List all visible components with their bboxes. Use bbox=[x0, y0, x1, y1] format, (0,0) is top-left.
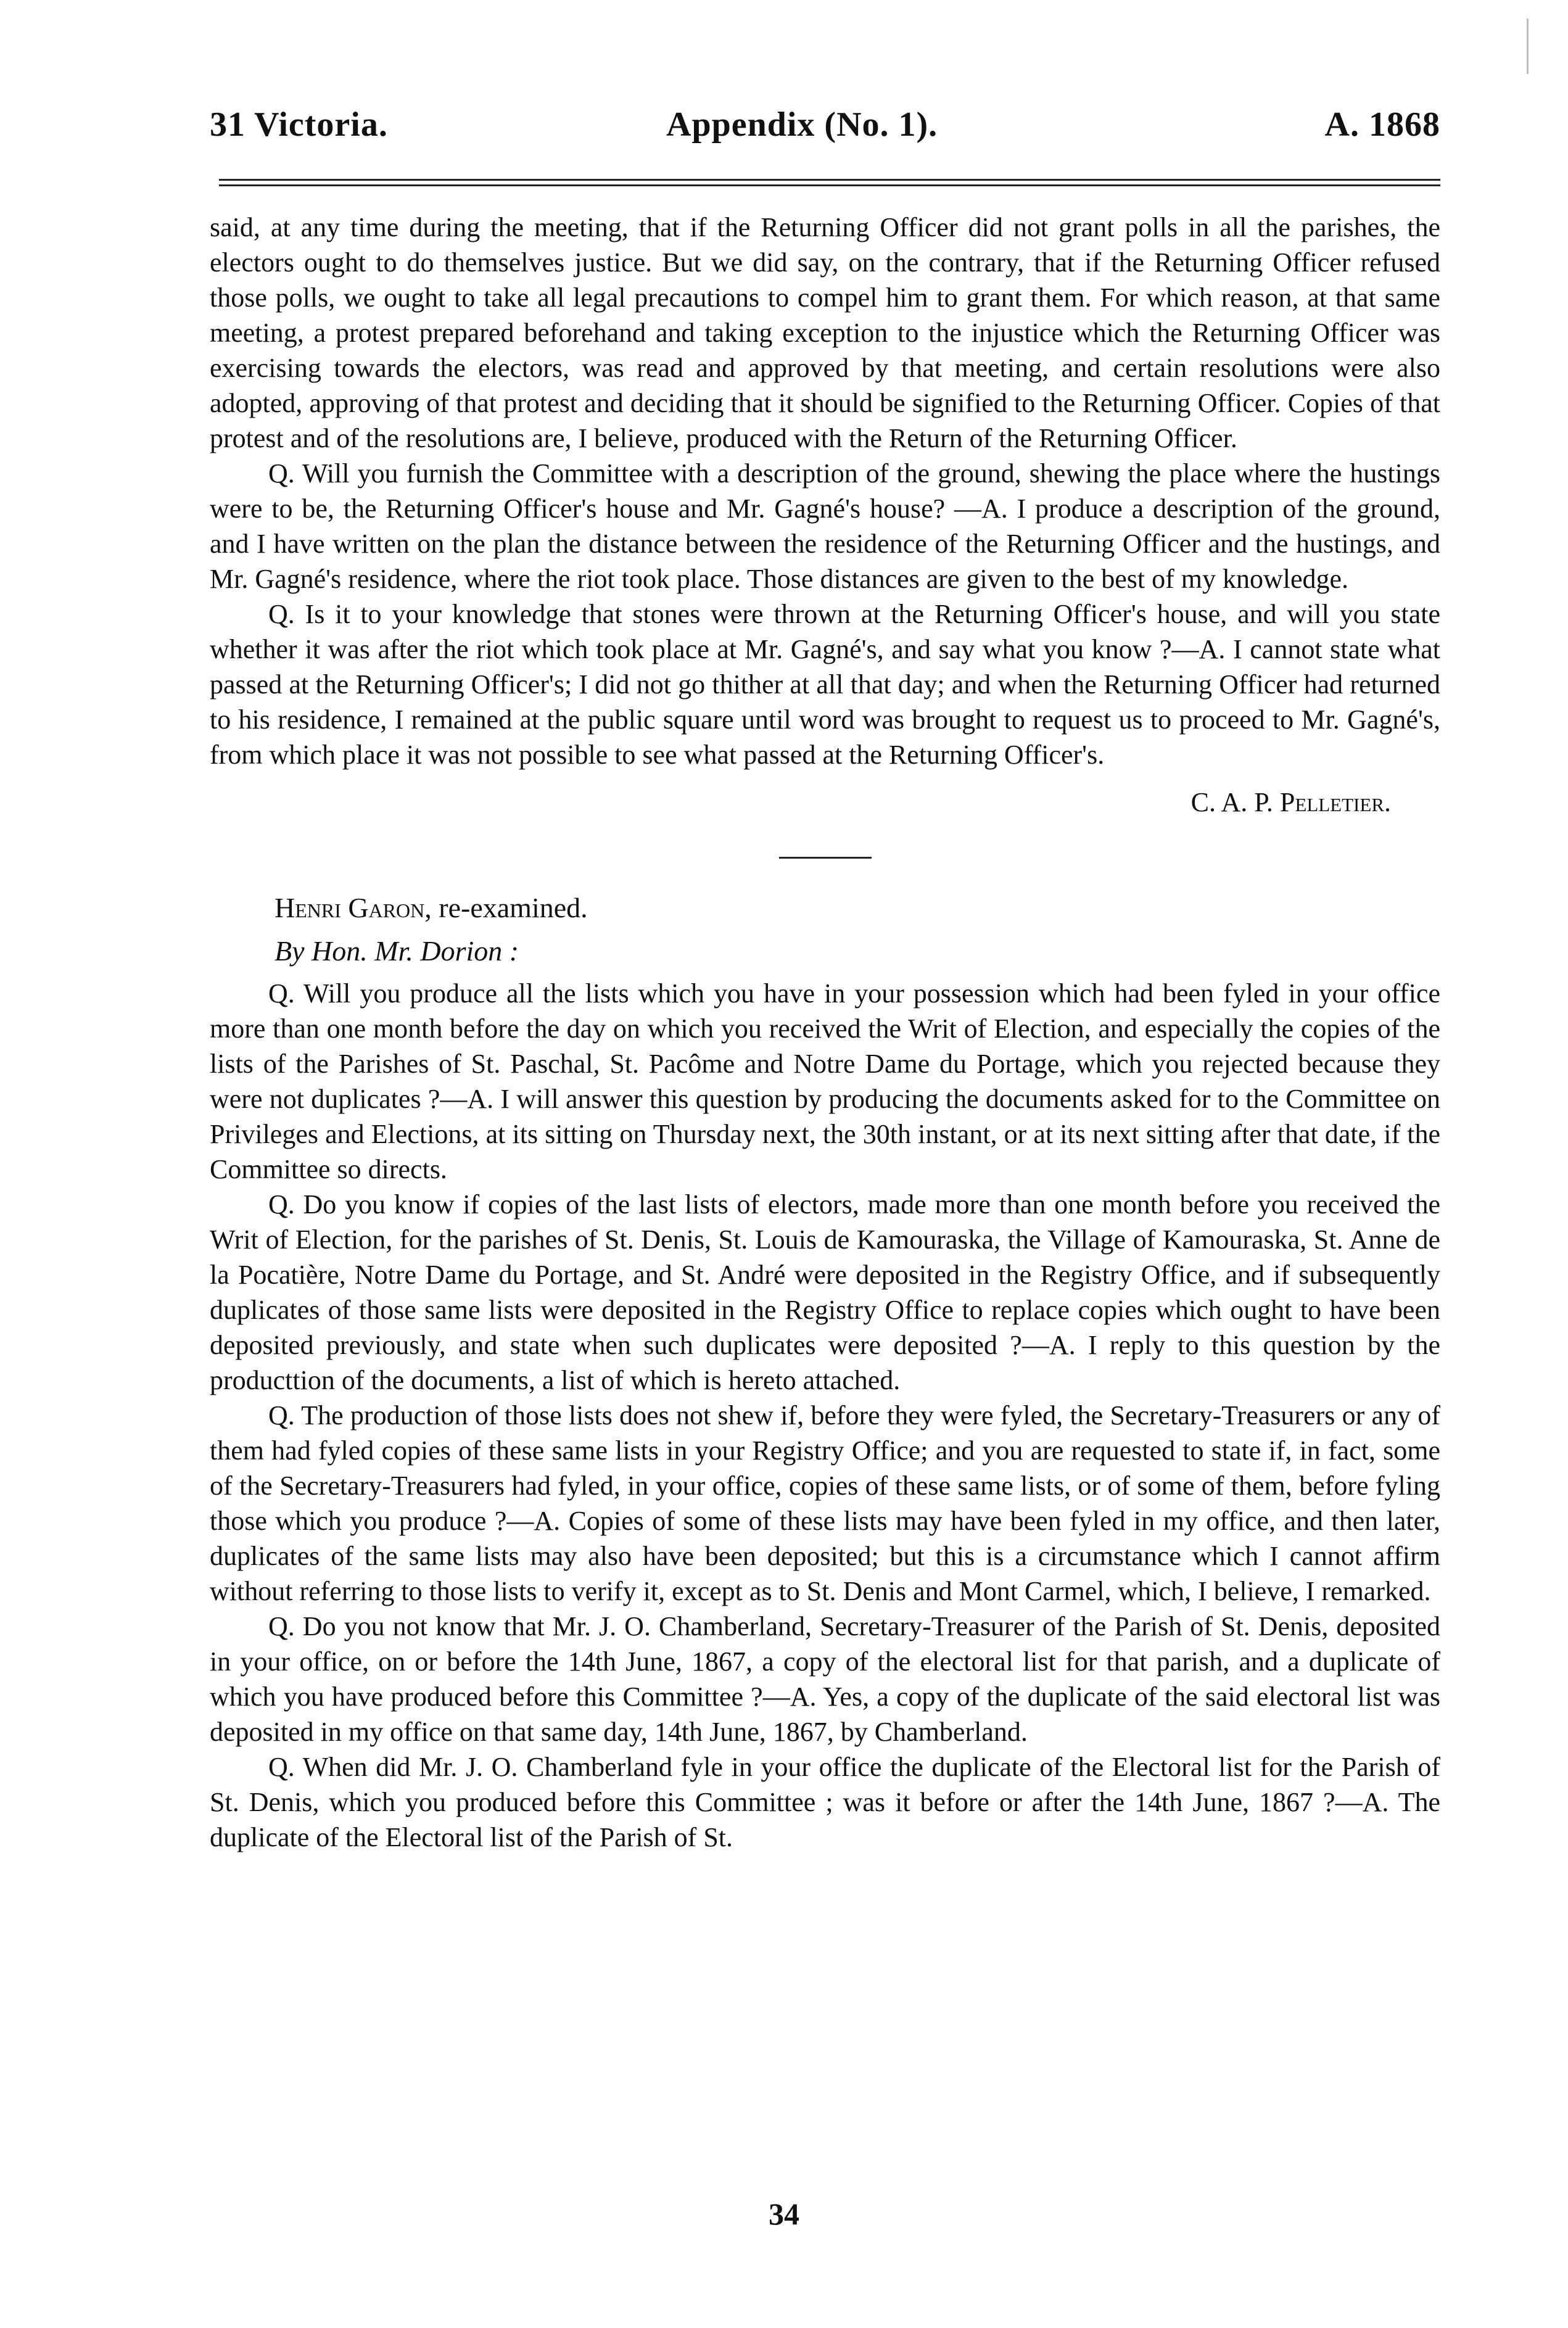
paragraph-question: Q. Do you know if copies of the last lists of electors, made more than one month before you received the Writ of Election, for the parishes of St. Denis, St. Louis de Kamouraska, the Village of Kamouraska, St. Anne de la Pocatière, Notre Dame du Portage, and St. André were deposited in the Registry Office, and if subsequently duplicates of those same lists were deposited in the Registry Office to replace copies which ought to have been deposited previously, and state when such duplicates were deposited ?—A. I reply to this question by the producttion of the documents, a list of which is hereto attached. bbox=[210, 1189, 1440, 1395]
paragraph-question: Q. When did Mr. J. O. Chamberland fyle in your office the duplicate of the Electoral list for the Parish of St. Denis, which you produced before this Committee ; was it before or after the 14th June, 1867 ?—A. The duplicate of the Electoral list of the Parish of St. bbox=[210, 1752, 1440, 1852]
scan-edge-mark bbox=[1527, 19, 1529, 74]
paragraph-continued: said, at any time during the meeting, that if the Returning Officer did not grant polls in all the parishes, the electors ought to do themselves justice. But we did say, on the contrary, that if the Returning Officer refused those polls, we ought to take all legal precautions to compel him to grant them. For which reason, at that same meeting, a protest prepared beforehand and taking exception to the injustice which the Returning Officer was exercising towards the electors, was read and approved by that meeting, and certain resolutions were also adopted, approving of that protest and deciding that it should be signified to the Returning Officer. Copies of that protest and of the resolutions are, I believe, produced with the Return of the Returning Officer. bbox=[210, 212, 1440, 453]
header-session: A. 1868 bbox=[1324, 105, 1440, 144]
header-double-rule bbox=[219, 179, 1440, 186]
witness-status: re-examined. bbox=[439, 892, 588, 923]
paragraph-question: Q. Will you furnish the Committee with a description of the ground, shewing the place where the hustings were to be, the Returning Officer's house and Mr. Gagné's house? —A. I produce a description of the ground, and I have written on the plan the distance between the residence of the Returning Officer and the hustings, and Mr. Gagné's residence, where the riot took place. Those distances are given to the best of my knowledge. bbox=[210, 458, 1440, 594]
header-appendix: Appendix (No. 1). bbox=[666, 105, 938, 144]
running-header bbox=[210, 105, 1440, 160]
examiner-line: By Hon. Mr. Dorion : bbox=[274, 935, 519, 967]
signature-initials: C. A. P. bbox=[1190, 787, 1273, 817]
paragraph-question: Q. The production of those lists does not shew if, before they were fyled, the Secretary-Treasurers or any of them had fyled copies of these same lists in your Registry Office; and you are requested to state if, in fact, some of the Secretary-Treasurers had fyled, in your office, copies of these same lists, or of some of them, before fyling those which you produce ?—A. Copies of some of these lists may have been fyled in my office, and then later, duplicates of the same lists may also have been deposited; but this is a circumstance which I cannot affirm without referring to those lists to verify it, except as to St. Denis and Mont Carmel, which, I believe, I remarked. bbox=[210, 1400, 1440, 1606]
page-body bbox=[210, 210, 1440, 1855]
witness-heading bbox=[274, 890, 1440, 927]
header-regnal-year: 31 Victoria. bbox=[210, 105, 388, 144]
paragraph-question: Q. Do you not know that Mr. J. O. Chamberland, Secretary-Treasurer of the Parish of St. Denis, deposited in your office, on or before the 14th June, 1867, a copy of the electoral list for that parish, and a duplicate of which you have produced before this Committee ?—A. Yes, a copy of the duplicate of the said electoral list was deposited in my office on that same day, 14th June, 1867, by Chamberland. bbox=[210, 1611, 1440, 1747]
witness-signature bbox=[210, 785, 1440, 820]
section-divider bbox=[779, 857, 872, 859]
signature-surname: Pelletier. bbox=[1279, 787, 1391, 817]
witness-name: Henri Garon, bbox=[274, 892, 432, 923]
paragraph-question: Q. Is it to your knowledge that stones were thrown at the Returning Officer's house, and will you state whether it was after the riot which took place at Mr. Gagné's, and say what you know ?—A. I cannot state what passed at the Returning Officer's; I did not go thither at all that day; and when the Returning Officer had returned to his residence, I remained at the public square until word was brought to request us to proceed to Mr. Gagné's, from which place it was not possible to see what passed at the Returning Officer's. bbox=[210, 599, 1440, 770]
paragraph-question: Q. Will you produce all the lists which you have in your possession which had been fyled in your office more than one month before the day on which you received the Writ of Election, and especially the copies of the lists of the Parishes of St. Paschal, St. Pacôme and Notre Dame du Portage, which you rejected because they were not duplicates ?—A. I will answer this question by producing the documents asked for to the Committee on Privileges and Elections, at its sitting on Thursday next, the 30th instant, or at its next sitting after that date, if the Committee so directs. bbox=[210, 978, 1440, 1184]
page-number: 34 bbox=[769, 2197, 799, 2231]
